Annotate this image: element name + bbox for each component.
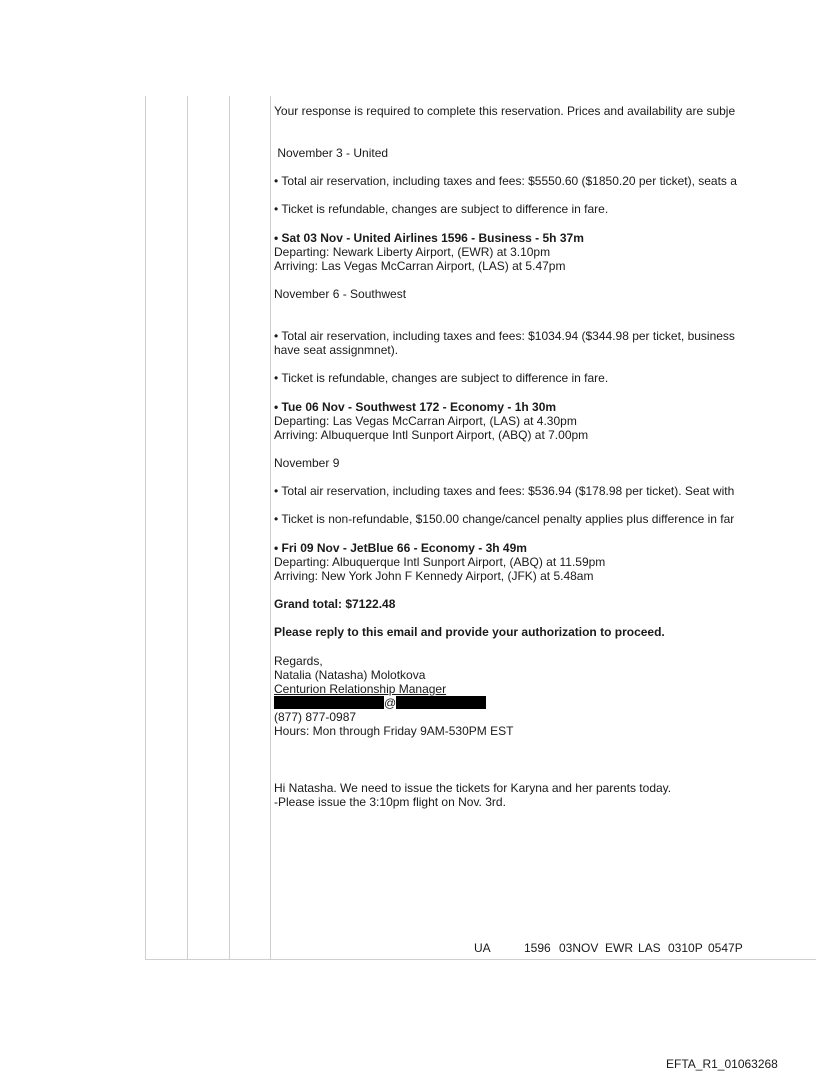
signature-regards: Regards, [274, 654, 323, 668]
segment1-heading: November 3 - United [274, 146, 389, 160]
segment3-flight: • Fri 09 Nov - JetBlue 66 - Economy - 3h 49m [274, 541, 527, 555]
gds-arr: 0547P [708, 941, 743, 955]
gds-from: EWR [605, 941, 633, 955]
reply-line2: -Please issue the 3:10pm flight on Nov. 3rd. [274, 795, 506, 809]
segment2-total-line2: have seat assignmnet). [274, 343, 399, 357]
gds-dep: 0310P [668, 941, 703, 955]
intro-text: Your response is required to complete this reservation. Prices and availability are subje [274, 104, 736, 118]
redaction-bar [396, 696, 486, 709]
segment1-depart: Departing: Newark Liberty Airport, (EWR) at 3.10pm [274, 245, 551, 259]
document-id: EFTA_R1_01063268 [666, 1057, 778, 1071]
reply-line1: Hi Natasha. We need to issue the tickets for Karyna and her parents today. [274, 781, 672, 795]
segment1-flight: • Sat 03 Nov - United Airlines 1596 - Business - 5h 37m [274, 231, 584, 245]
segment2-depart: Departing: Las Vegas McCarran Airport, (LAS) at 4.30pm [274, 414, 577, 428]
table-border-bottom [145, 959, 816, 960]
authorization-request: Please reply to this email and provide your authorization to proceed. [274, 625, 665, 639]
segment2-arrive: Arriving: Albuquerque Intl Sunport Airport, (ABQ) at 7.00pm [274, 428, 589, 442]
segment3-total: • Total air reservation, including taxes and fees: $536.94 ($178.98 per ticket). Seat with [274, 484, 735, 498]
segment1-refund: • Ticket is refundable, changes are subject to difference in fare. [274, 202, 609, 216]
segment3-depart: Departing: Albuquerque Intl Sunport Airport, (ABQ) at 11.59pm [274, 555, 606, 569]
signature-title: Centurion Relationship Manager [274, 682, 447, 696]
gds-itinerary-line [474, 941, 743, 955]
table-border-col1 [187, 96, 188, 960]
segment3-refund: • Ticket is non-refundable, $150.00 change/cancel penalty applies plus difference in far [274, 512, 735, 526]
grand-total: Grand total: $7122.48 [274, 597, 396, 611]
signature-name: Natalia (Natasha) Molotkova [274, 668, 426, 682]
table-border-col3 [270, 96, 271, 960]
gds-date: 03NOV [559, 941, 599, 955]
email-body [274, 104, 816, 809]
table-border-col2 [229, 96, 230, 960]
segment3-arrive: Arriving: New York John F Kennedy Airport, (JFK) at 5.48am [274, 569, 594, 583]
redaction-bar [274, 696, 384, 709]
signature-email [274, 696, 816, 710]
signature-phone: (877) 877-0987 [274, 710, 357, 724]
gds-airline: UA [474, 941, 491, 955]
segment2-heading: November 6 - Southwest [274, 287, 407, 301]
gds-flight: 1596 [524, 941, 551, 955]
gds-to: LAS [638, 941, 661, 955]
segment2-total-line1: • Total air reservation, including taxes and fees: $1034.94 ($344.98 per ticket, business [274, 329, 735, 343]
segment2-refund: • Ticket is refundable, changes are subject to difference in fare. [274, 371, 609, 385]
segment1-arrive: Arriving: Las Vegas McCarran Airport, (LAS) at 5.47pm [274, 259, 566, 273]
segment3-heading: November 9 [274, 456, 340, 470]
segment2-flight: • Tue 06 Nov - Southwest 172 - Economy - 1h 30m [274, 400, 557, 414]
signature-hours: Hours: Mon through Friday 9AM-530PM EST [274, 724, 514, 738]
segment1-total: • Total air reservation, including taxes and fees: $5550.60 ($1850.20 per ticket), seats a [274, 174, 737, 188]
email-at-sign: @ [384, 696, 397, 710]
table-border-left [145, 96, 146, 960]
